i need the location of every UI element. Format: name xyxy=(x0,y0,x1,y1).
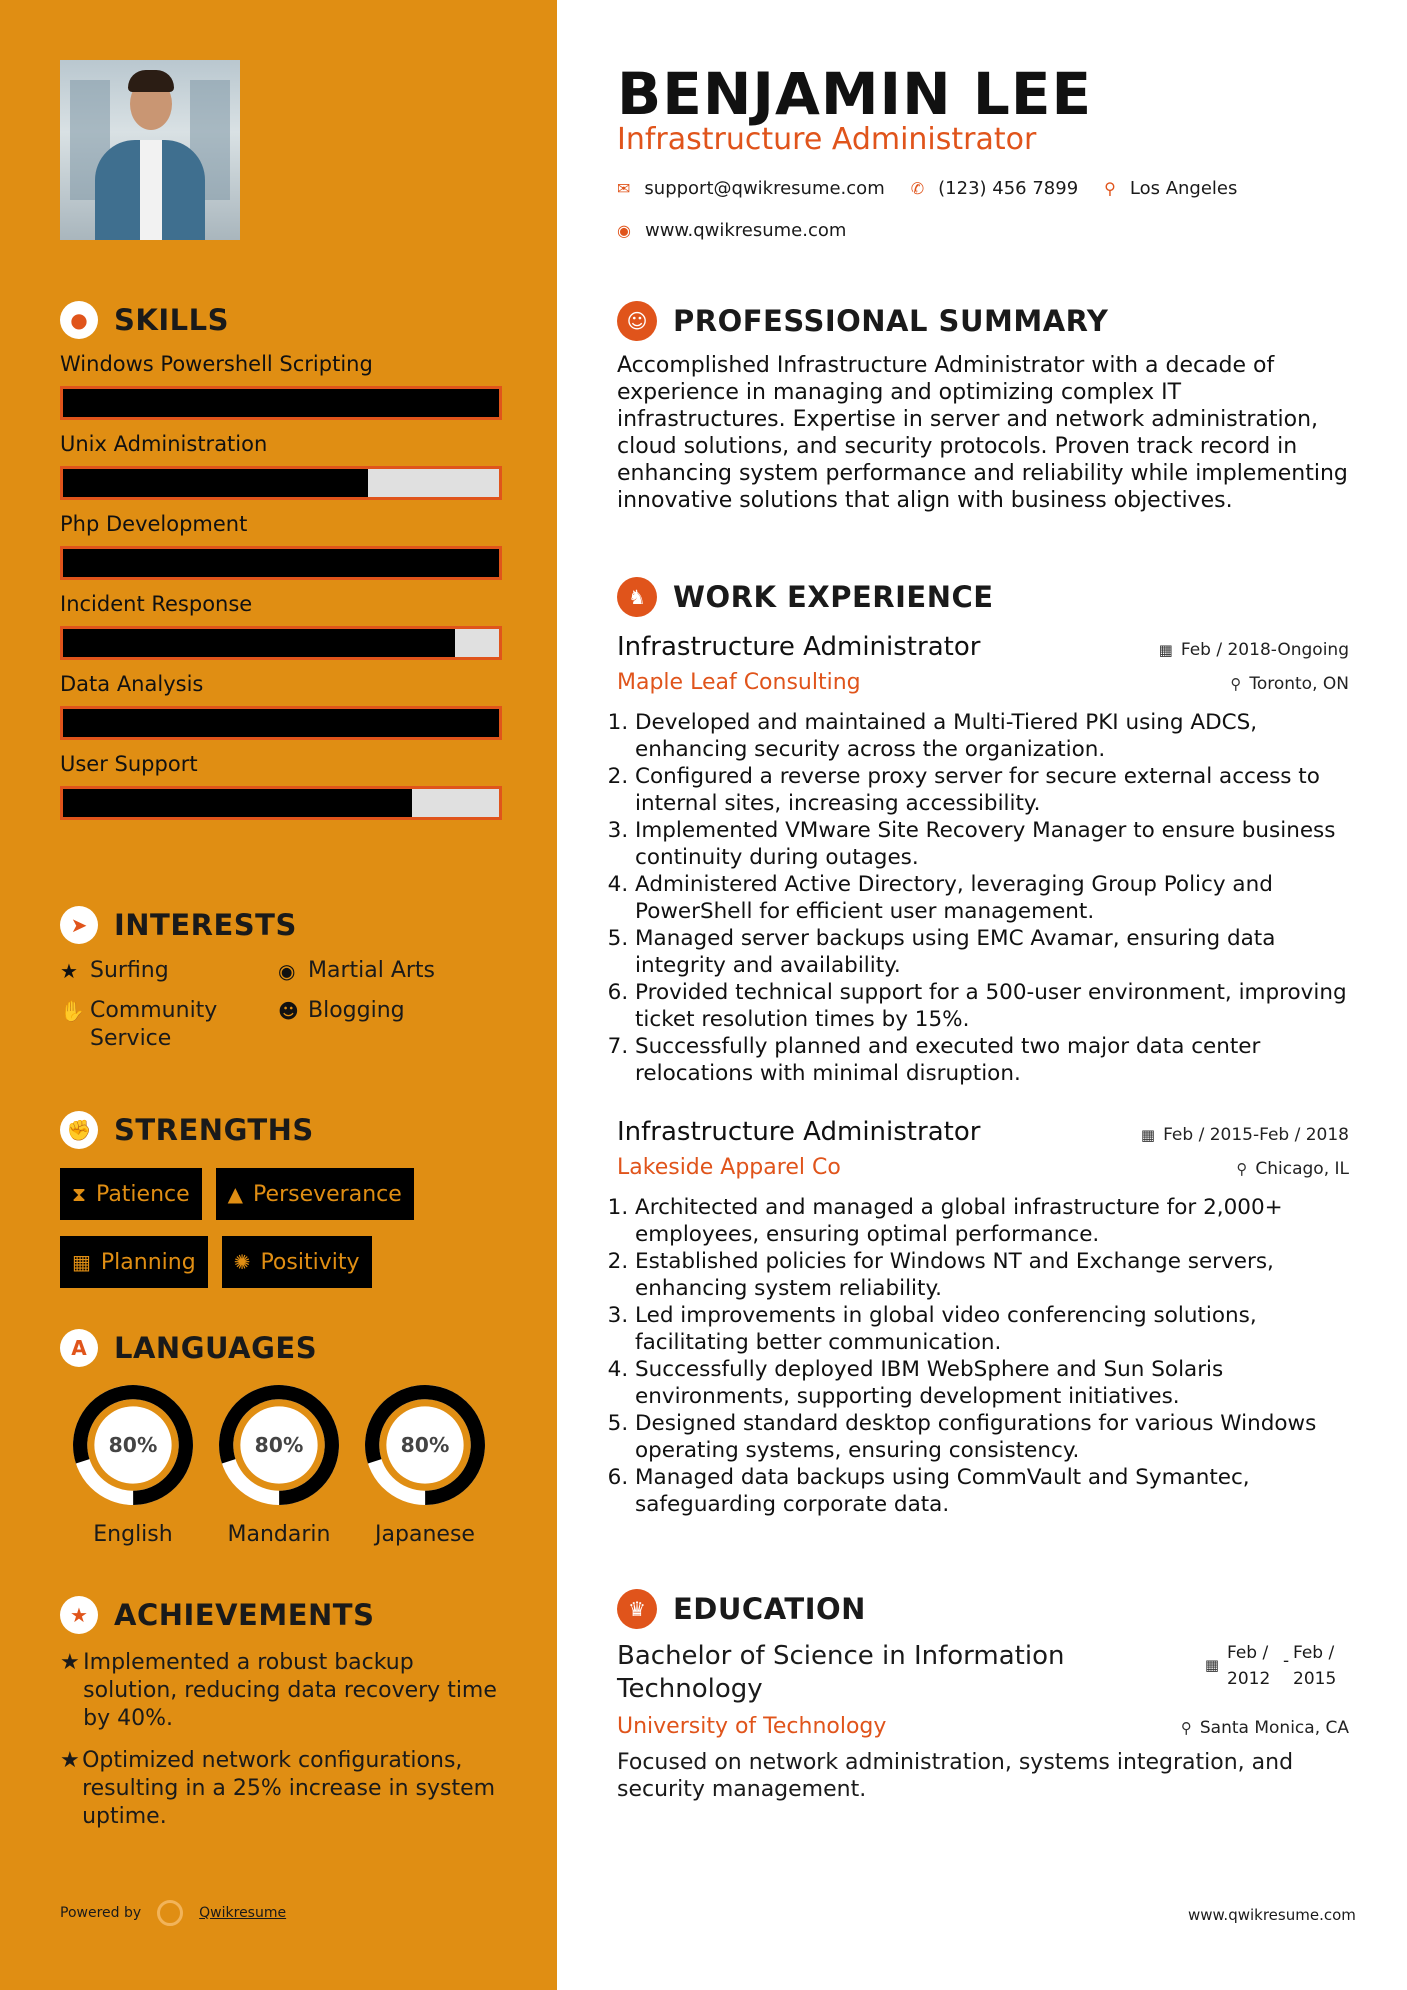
job-entry xyxy=(617,632,1349,1087)
language-item xyxy=(60,1384,206,1547)
skill-fill xyxy=(63,709,499,737)
achievement-text: Implemented a robust backup solution, reducing data recovery time by 40%. xyxy=(83,1650,497,1731)
powered-by xyxy=(60,1900,286,1926)
summary-text: Accomplished Infrastructure Administrator with a decade of experience in managing and optimizing complex IT infrastructures. Expertise in server and network administration, cloud solutions, and security protocols. Proven track record in enhancing system performance and reliability while implementing innovative solutions that align with business objectives. xyxy=(617,353,1348,513)
pin-icon: ⚲ xyxy=(1230,675,1242,693)
qwikresume-logo-icon xyxy=(157,1900,183,1926)
language-ring xyxy=(72,1384,194,1506)
job-date: Feb / 2015-Feb / 2018 xyxy=(1163,1125,1349,1145)
summary-section xyxy=(617,300,1349,514)
globe-icon: ◉ xyxy=(278,959,296,983)
skill-item xyxy=(60,512,510,580)
skill-bar xyxy=(60,626,502,660)
contact-row xyxy=(617,178,1263,199)
interest-item xyxy=(278,957,496,985)
job-company: Lakeside Apparel Co xyxy=(617,1155,841,1180)
skill-fill xyxy=(63,629,455,657)
calendar-icon: ▦ xyxy=(1158,641,1173,659)
interest-label: Surfing xyxy=(90,958,169,983)
language-icon: A xyxy=(60,1329,98,1367)
language-item xyxy=(206,1384,352,1547)
language-level: 80% xyxy=(108,1433,158,1458)
strength-tag xyxy=(60,1168,202,1220)
website-row xyxy=(617,220,846,241)
calendar-icon: ▦ xyxy=(1140,1126,1156,1144)
phone-icon: ✆ xyxy=(910,179,925,198)
strength-tag xyxy=(216,1168,414,1220)
interest-item xyxy=(278,997,496,1053)
skill-bar xyxy=(60,466,502,500)
education-title: EDUCATION xyxy=(673,1592,866,1626)
strengths-section xyxy=(60,1110,510,1304)
list-item: 3. Implemented VMware Site Recovery Manager to ensure business continuity during outages. xyxy=(635,817,1349,871)
skill-name: Data Analysis xyxy=(60,672,204,696)
calendar-icon: ▦ xyxy=(1204,1656,1219,1674)
list-item: 6. Provided technical support for a 500-user environment, improving ticket resolution times by 15%. xyxy=(635,979,1349,1033)
skill-item xyxy=(60,592,510,660)
skill-name: Windows Powershell Scripting xyxy=(60,352,373,376)
degree-title: Bachelor of Science in Information Technology xyxy=(617,1641,1065,1704)
skill-fill xyxy=(63,469,368,497)
job-location: Toronto, ON xyxy=(1249,674,1349,694)
interest-item xyxy=(60,997,278,1053)
envelope-icon: ✉ xyxy=(617,179,631,198)
language-name: English xyxy=(93,1522,173,1547)
summary-title: PROFESSIONAL SUMMARY xyxy=(673,304,1109,338)
chair-icon: ♞ xyxy=(617,577,657,617)
skill-item xyxy=(60,672,510,740)
skills-title: SKILLS xyxy=(114,303,229,337)
job-title: Infrastructure Administrator xyxy=(617,632,981,662)
pin-icon: ⚲ xyxy=(1180,1719,1192,1737)
skill-bar xyxy=(60,706,502,740)
pin-icon: ⚲ xyxy=(1236,1160,1248,1178)
language-item xyxy=(352,1384,498,1547)
strength-tag xyxy=(222,1236,372,1288)
achievement-text: Optimized network configurations, resulting in a 25% increase in system uptime. xyxy=(82,1748,496,1829)
user-icon: ☺ xyxy=(617,301,657,341)
achievement-item xyxy=(60,1747,510,1831)
strength-label: Patience xyxy=(96,1181,190,1207)
skill-name: User Support xyxy=(60,752,198,776)
hand-icon: ✋ xyxy=(60,999,85,1023)
star-icon: ★ xyxy=(60,1748,80,1773)
skills-section xyxy=(60,300,510,820)
list-item: 3. Led improvements in global video conferencing solutions, facilitating better communication. xyxy=(635,1302,1349,1356)
experience-title: WORK EXPERIENCE xyxy=(673,580,994,614)
sun-icon: ✺ xyxy=(233,1250,251,1274)
globe-icon: ◉ xyxy=(617,221,631,240)
language-ring xyxy=(218,1384,340,1506)
star-icon: ★ xyxy=(60,1650,80,1675)
languages-section xyxy=(60,1328,510,1547)
school-name: University of Technology xyxy=(617,1714,887,1739)
education-description: Focused on network administration, systems integration, and security management. xyxy=(617,1750,1294,1802)
school-location: Santa Monica, CA xyxy=(1199,1718,1349,1738)
fist-icon: ✊ xyxy=(60,1111,98,1149)
interest-label: Blogging xyxy=(308,998,405,1023)
experience-section xyxy=(617,576,1349,1518)
achievement-item xyxy=(60,1649,510,1733)
skill-item xyxy=(60,432,510,500)
job-date: Feb / 2018-Ongoing xyxy=(1180,640,1349,660)
website[interactable]: www.qwikresume.com xyxy=(644,220,847,241)
list-item: 4. Administered Active Directory, leveraging Group Policy and PowerShell for efficient user management. xyxy=(635,871,1349,925)
job-bullets xyxy=(617,709,1349,1087)
list-item: 6. Managed data backups using CommVault and Symantec, safeguarding corporate data. xyxy=(635,1464,1349,1518)
skill-item xyxy=(60,352,510,420)
strength-label: Planning xyxy=(100,1249,196,1275)
job-location: Chicago, IL xyxy=(1255,1159,1349,1179)
skill-item xyxy=(60,752,510,820)
job-bullets xyxy=(617,1194,1349,1518)
skill-fill xyxy=(63,549,499,577)
job-entry xyxy=(617,1117,1349,1518)
edu-date-start: Feb / 2012 xyxy=(1227,1643,1271,1689)
language-level: 80% xyxy=(254,1433,304,1458)
edu-date-end: Feb / 2015 xyxy=(1293,1643,1337,1689)
star-icon: ★ xyxy=(60,959,78,983)
achievements-title: ACHIEVEMENTS xyxy=(114,1598,375,1632)
list-item: 2. Established policies for Windows NT and Exchange servers, enhancing system reliability. xyxy=(635,1248,1349,1302)
skill-name: Php Development xyxy=(60,512,248,536)
edu-date-sep: - xyxy=(1283,1651,1290,1671)
list-item: 7. Successfully planned and executed two major data center relocations with minimal disruption. xyxy=(635,1033,1349,1087)
qwikresume-link[interactable]: Qwikresume xyxy=(199,1905,287,1921)
candidate-name: BENJAMIN LEE xyxy=(617,60,1093,128)
list-item: 2. Configured a reverse proxy server for secure external access to internal sites, increasing accessibility. xyxy=(635,763,1349,817)
profile-photo xyxy=(60,60,240,240)
job-company: Maple Leaf Consulting xyxy=(617,670,861,695)
list-item: 1. Architected and managed a global infrastructure for 2,000+ employees, ensuring optimal performance. xyxy=(635,1194,1349,1248)
star-badge-icon: ★ xyxy=(60,1596,98,1634)
language-name: Japanese xyxy=(375,1522,475,1547)
lightbulb-icon: ● xyxy=(60,301,98,339)
skill-fill xyxy=(63,789,412,817)
location: Los Angeles xyxy=(1129,178,1238,199)
skill-bar xyxy=(60,386,502,420)
graduate-icon: ♛ xyxy=(617,1589,657,1629)
candidate-role: Infrastructure Administrator xyxy=(617,122,1037,157)
skill-name: Incident Response xyxy=(60,592,253,616)
list-item: 5. Managed server backups using EMC Avamar, ensuring data integrity and availability. xyxy=(635,925,1349,979)
powered-by-text: Powered by xyxy=(60,1905,142,1921)
users-icon: ☻ xyxy=(278,999,299,1023)
phone[interactable]: (123) 456 7899 xyxy=(938,178,1079,199)
road-icon: ▲ xyxy=(227,1182,244,1206)
interest-item xyxy=(60,957,278,985)
strengths-title: STRENGTHS xyxy=(114,1113,314,1147)
list-item: 1. Developed and maintained a Multi-Tiered PKI using ADCS, enhancing security across the organization. xyxy=(635,709,1349,763)
paper-plane-icon: ➤ xyxy=(60,906,98,944)
list-item: 4. Successfully deployed IBM WebSphere and Sun Solaris environments, supporting development initiatives. xyxy=(635,1356,1349,1410)
interests-section xyxy=(60,905,510,1053)
strength-label: Perseverance xyxy=(253,1181,402,1207)
interests-title: INTERESTS xyxy=(114,908,297,942)
hourglass-icon: ⧗ xyxy=(72,1182,87,1206)
language-level: 80% xyxy=(400,1433,450,1458)
strength-tag xyxy=(60,1236,208,1288)
achievements-section xyxy=(60,1595,510,1831)
skill-name: Unix Administration xyxy=(60,432,268,456)
skill-fill xyxy=(63,389,499,417)
skill-bar xyxy=(60,546,502,580)
interest-label: Community Service xyxy=(90,998,218,1051)
job-title: Infrastructure Administrator xyxy=(617,1117,981,1147)
calendar-icon: ▦ xyxy=(72,1250,91,1274)
interest-label: Martial Arts xyxy=(308,958,436,983)
list-item: 5. Designed standard desktop configurations for various Windows operating systems, ensuring consistency. xyxy=(635,1410,1349,1464)
languages-title: LANGUAGES xyxy=(114,1331,318,1365)
education-section xyxy=(617,1588,1349,1803)
language-ring xyxy=(364,1384,486,1506)
map-pin-icon: ⚲ xyxy=(1104,179,1116,198)
strength-label: Positivity xyxy=(260,1249,360,1275)
language-name: Mandarin xyxy=(227,1522,331,1547)
footer-website[interactable]: www.qwikresume.com xyxy=(1188,1906,1356,1924)
email[interactable]: support@qwikresume.com xyxy=(644,178,885,199)
skill-bar xyxy=(60,786,502,820)
